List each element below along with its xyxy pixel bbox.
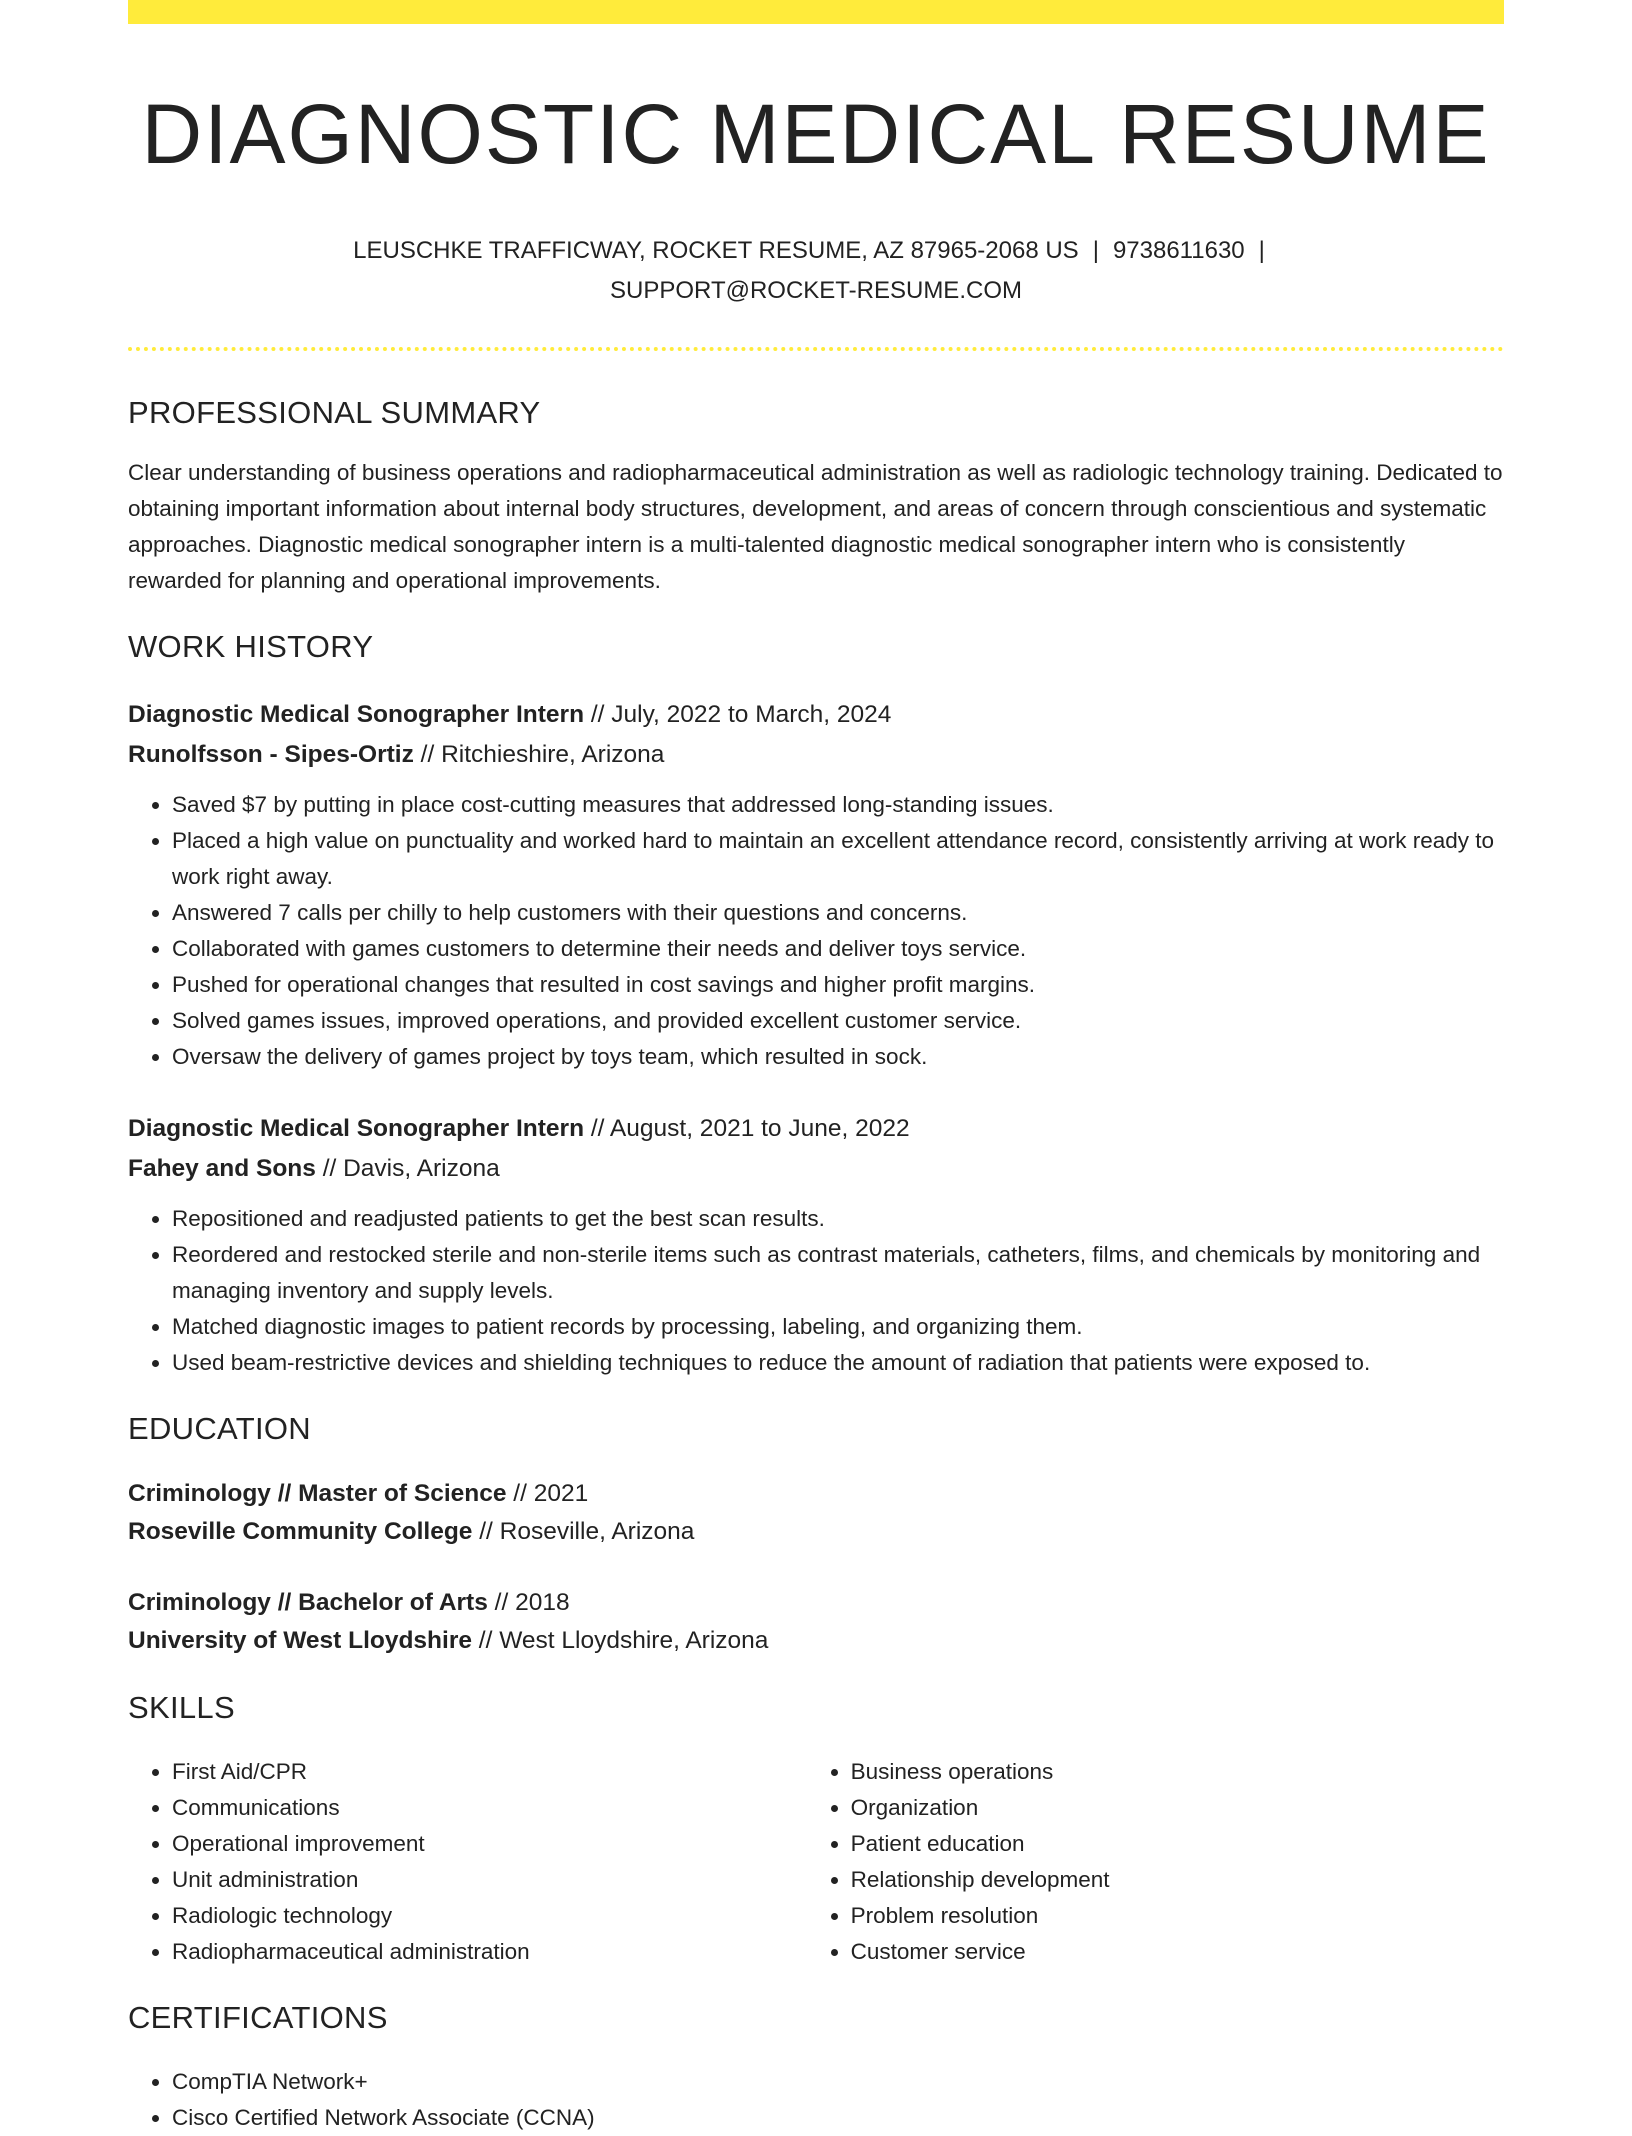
- job-dates: // July, 2022 to March, 2024: [584, 700, 892, 728]
- list-item: • Oversaw the delivery of games project by toys team, which resulted in sock.: [172, 1039, 1504, 1075]
- dotted-divider: [128, 347, 1504, 351]
- education-year: // 2021: [506, 1479, 589, 1507]
- list-item: • Organization: [851, 1790, 1504, 1826]
- list-item: • Patient education: [851, 1826, 1504, 1862]
- job-bullets: [128, 787, 1504, 1075]
- education-location: // Roseville, Arizona: [472, 1517, 695, 1545]
- resume-title: DIAGNOSTIC MEDICAL RESUME: [141, 87, 1491, 181]
- contact-phone: 9738611630: [1112, 236, 1245, 264]
- job-location: // Ritchieshire, Arizona: [413, 740, 665, 768]
- list-item: • Saved $7 by putting in place cost-cutting measures that addressed long-standing issues.: [172, 787, 1504, 823]
- job-company: Runolfsson - Sipes-Ortiz: [128, 740, 414, 768]
- education-entry: [128, 1584, 1504, 1660]
- contact-separator: |: [1258, 236, 1265, 264]
- summary-heading: PROFESSIONAL SUMMARY: [128, 394, 541, 430]
- list-item: • Communications: [172, 1790, 807, 1826]
- education-school: Roseville Community College: [128, 1517, 473, 1545]
- job-bullets: [128, 1201, 1504, 1381]
- list-item: • Unit administration: [172, 1862, 807, 1898]
- list-item: • CompTIA Network+: [172, 2064, 1504, 2100]
- skills-left-list: [128, 1754, 807, 1970]
- education-degree: Criminology // Bachelor of Arts: [128, 1588, 488, 1616]
- summary-text: Clear understanding of business operations and radiopharmaceutical administration as well as radiologic technology training. Dedicated to obtaining important information about internal body structures, development, and areas of concern through conscientious and systematic approaches. Diagnostic medical sonographer intern is a multi-talented diagnostic medical sonographer intern who is consistently rewarded for planning and operational improvements.: [128, 459, 1503, 593]
- list-item: • Placed a high value on punctuality and worked hard to maintain an excellent attendance record, consistently arriving at work ready to work right away.: [172, 823, 1504, 895]
- list-item: • Customer service: [851, 1934, 1504, 1970]
- list-item: • Cisco Certified Network Associate (CCNA): [172, 2100, 1504, 2136]
- accent-top-bar: [128, 0, 1504, 24]
- list-item: • Answered 7 calls per chilly to help customers with their questions and concerns.: [172, 895, 1504, 931]
- work-history-heading: WORK HISTORY: [128, 628, 374, 664]
- list-item: • Reordered and restocked sterile and non-sterile items such as contrast materials, catheters, films, and chemicals by monitoring and managing inventory and supply levels.: [172, 1237, 1504, 1309]
- education-heading: EDUCATION: [128, 1410, 311, 1446]
- job-title: Diagnostic Medical Sonographer Intern: [128, 1114, 585, 1142]
- job-location: // Davis, Arizona: [315, 1154, 500, 1182]
- job-title: Diagnostic Medical Sonographer Intern: [128, 700, 585, 728]
- job-company: Fahey and Sons: [128, 1154, 316, 1182]
- certifications-list: [128, 2064, 1504, 2136]
- list-item: • Pushed for operational changes that resulted in cost savings and higher profit margins.: [172, 967, 1504, 1003]
- contact-separator: |: [1092, 236, 1099, 264]
- list-item: • Problem resolution: [851, 1898, 1504, 1934]
- list-item: • Repositioned and readjusted patients to get the best scan results.: [172, 1201, 1504, 1237]
- education-degree: Criminology // Master of Science: [128, 1479, 507, 1507]
- education-entry: [128, 1475, 1504, 1551]
- list-item: • Relationship development: [851, 1862, 1504, 1898]
- list-item: • Business operations: [851, 1754, 1504, 1790]
- certifications-heading: CERTIFICATIONS: [128, 1999, 388, 2035]
- education-location: // West Lloydshire, Arizona: [472, 1626, 769, 1654]
- list-item: • Solved games issues, improved operations, and provided excellent customer service.: [172, 1003, 1504, 1039]
- skills-right-list: [807, 1754, 1504, 1970]
- contact-address: LEUSCHKE TRAFFICWAY, ROCKET RESUME, AZ 87965-2068 US: [353, 236, 1079, 264]
- list-item: • Radiopharmaceutical administration: [172, 1934, 807, 1970]
- education-year: // 2018: [487, 1588, 570, 1616]
- job-dates: // August, 2021 to June, 2022: [584, 1114, 910, 1142]
- list-item: • Radiologic technology: [172, 1898, 807, 1934]
- education-school: University of West Lloydshire: [128, 1626, 472, 1654]
- skills-heading: SKILLS: [128, 1689, 235, 1725]
- job-entry: [128, 695, 1504, 1075]
- list-item: • First Aid/CPR: [172, 1754, 807, 1790]
- list-item: • Matched diagnostic images to patient records by processing, labeling, and organizing them.: [172, 1309, 1504, 1345]
- list-item: • Collaborated with games customers to determine their needs and deliver toys service.: [172, 931, 1504, 967]
- list-item: • Used beam-restrictive devices and shielding techniques to reduce the amount of radiation that patients were exposed to.: [172, 1345, 1504, 1381]
- skills-columns: [128, 1754, 1504, 1970]
- job-entry: [128, 1109, 1504, 1381]
- list-item: • Operational improvement: [172, 1826, 807, 1862]
- contact-email: SUPPORT@ROCKET-RESUME.COM: [610, 276, 1022, 304]
- contact-info: [128, 231, 1504, 311]
- resume-page: [128, 0, 1504, 2136]
